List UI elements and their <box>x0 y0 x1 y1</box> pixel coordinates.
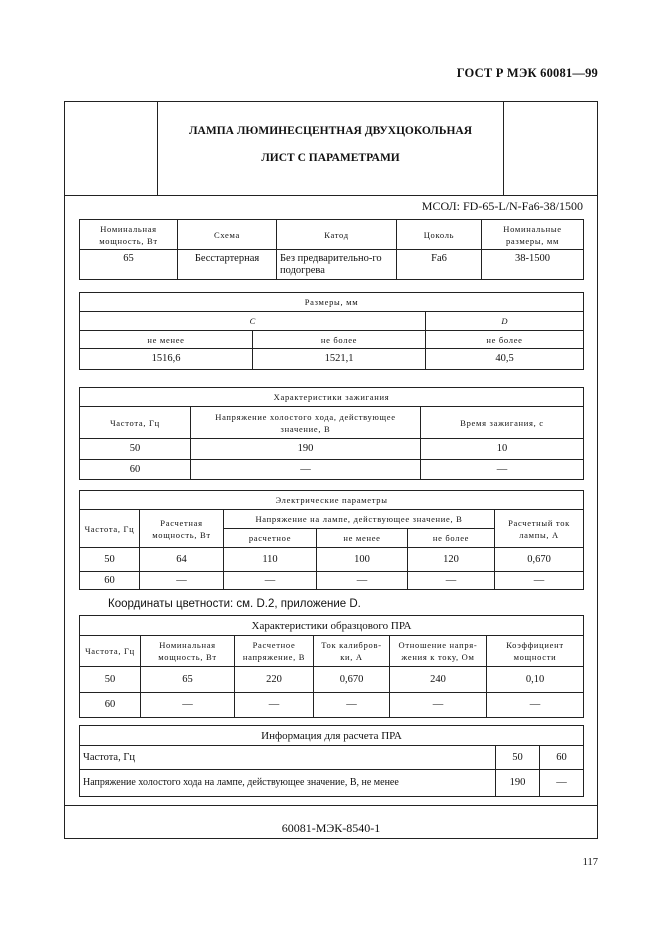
voltage-sub-max: не более <box>408 529 495 548</box>
cell-power: 65 <box>80 250 178 280</box>
ignition-table <box>79 387 584 480</box>
table-row: 110 <box>224 548 317 572</box>
cell-base: Fa6 <box>397 250 482 280</box>
main-parameters-table <box>79 219 584 280</box>
cell-cathode: Без предварительно-го подогрева <box>277 250 397 280</box>
dimension-sub-max: не более <box>253 331 426 349</box>
ignition-header-time: Время зажигания, с <box>421 407 584 439</box>
table-row: — <box>421 460 584 480</box>
dimension-sub-min: не менее <box>80 331 253 349</box>
table-row: — <box>317 572 408 590</box>
dimension-sub-max-d: не более <box>426 331 584 349</box>
table-row: — <box>224 572 317 590</box>
cell-scheme: Бесстартерная <box>178 250 277 280</box>
ballast-header-frequency: Частота, Гц <box>80 636 141 667</box>
ignition-header-frequency: Частота, Гц <box>80 407 191 439</box>
dimensions-table <box>79 292 584 370</box>
ballast-header-ratio: Отношение напря-жения к току, Ом <box>390 636 487 667</box>
table-row: 0,10 <box>487 667 584 693</box>
ballast-header-power-factor: Коэффициент мощности <box>487 636 584 667</box>
voltage-sub-rated: расчетное <box>224 529 317 548</box>
table-row: — <box>495 572 584 590</box>
table-row: — <box>235 693 314 718</box>
table-row: 50 <box>80 439 191 460</box>
header-nominal-power: Номинальная мощность, Вт <box>80 220 178 250</box>
table-row: — <box>487 693 584 718</box>
dimension-d-header: D <box>426 312 584 331</box>
page-number: 117 <box>582 857 598 868</box>
cell-size: 38-1500 <box>482 250 584 280</box>
table-row: 65 <box>141 667 235 693</box>
header-cathode: Катод <box>277 220 397 250</box>
title-block <box>64 101 598 196</box>
title-divider-left <box>157 101 158 196</box>
table-row: — <box>141 693 235 718</box>
standard-number: ГОСТ Р МЭК 60081—99 <box>456 66 598 80</box>
table-row: 220 <box>235 667 314 693</box>
footer-divider <box>64 805 598 806</box>
table-row: — <box>140 572 224 590</box>
ballast-header-power: Номинальная мощность, Вт <box>141 636 235 667</box>
info-title: Информация для расчета ПРА <box>80 726 584 746</box>
sheet-number: 60081-МЭК-8540-1 <box>281 821 381 835</box>
info-voltage-50: 190 <box>496 770 540 797</box>
dimension-d-max: 40,5 <box>426 349 584 370</box>
lamp-designation: МСОЛ: FD-65-L/N-Fa6-38/1500 <box>421 199 583 213</box>
table-row: 100 <box>317 548 408 572</box>
table-row: — <box>390 693 487 718</box>
voltage-sub-min: не менее <box>317 529 408 548</box>
info-voltage-label: Напряжение холостого хода на лампе, действующее значение, В, не менее <box>80 770 496 797</box>
ballast-table <box>79 615 584 718</box>
ballast-header-voltage: Расчетное напряжение, В <box>235 636 314 667</box>
table-row: 120 <box>408 548 495 572</box>
table-row: 60 <box>80 693 141 718</box>
electrical-title: Электрические параметры <box>80 491 584 510</box>
electrical-header-current: Расчетный ток лампы, А <box>495 510 584 548</box>
header-scheme: Схема <box>178 220 277 250</box>
electrical-header-frequency: Частота, Гц <box>80 510 140 548</box>
dimension-c-min: 1516,6 <box>80 349 253 370</box>
ballast-header-current: Ток калибров-ки, А <box>314 636 390 667</box>
header-nominal-size: Номинальные размеры, мм <box>482 220 584 250</box>
electrical-header-voltage: Напряжение на лампе, действующее значение, В <box>224 510 495 529</box>
title-divider-right <box>503 101 504 196</box>
table-row: — <box>408 572 495 590</box>
ballast-title: Характеристики образцового ПРА <box>80 616 584 636</box>
info-frequency-60: 60 <box>540 746 584 770</box>
info-frequency-50: 50 <box>496 746 540 770</box>
table-row: 240 <box>390 667 487 693</box>
ignition-header-voltage: Напряжение холостого хода, действующее значение, В <box>191 407 421 439</box>
electrical-table <box>79 490 584 590</box>
table-row: — <box>191 460 421 480</box>
table-row: 50 <box>80 667 141 693</box>
table-row: 0,670 <box>314 667 390 693</box>
sheet-title: ЛАМПА ЛЮМИНЕСЦЕНТНАЯ ДВУХЦОКОЛЬНАЯ <box>188 125 473 137</box>
table-row: — <box>314 693 390 718</box>
ignition-title: Характеристики зажигания <box>80 388 584 407</box>
table-row: 190 <box>191 439 421 460</box>
electrical-header-power: Расчетная мощность, Вт <box>140 510 224 548</box>
header-base: Цоколь <box>397 220 482 250</box>
table-row: 0,670 <box>495 548 584 572</box>
sheet-subtitle: ЛИСТ С ПАРАМЕТРАМИ <box>261 152 400 164</box>
dimension-c-max: 1521,1 <box>253 349 426 370</box>
dimensions-title: Размеры, мм <box>80 293 584 312</box>
ballast-info-table <box>79 725 584 797</box>
dimension-c-header: C <box>80 312 426 331</box>
chromaticity-note: Координаты цветности: см. D.2, приложение D. <box>108 598 361 610</box>
table-row: 60 <box>80 460 191 480</box>
table-row: 50 <box>80 548 140 572</box>
info-voltage-60: — <box>540 770 584 797</box>
table-row: 64 <box>140 548 224 572</box>
info-frequency-label: Частота, Гц <box>80 746 496 770</box>
table-row: 60 <box>80 572 140 590</box>
table-row: 10 <box>421 439 584 460</box>
